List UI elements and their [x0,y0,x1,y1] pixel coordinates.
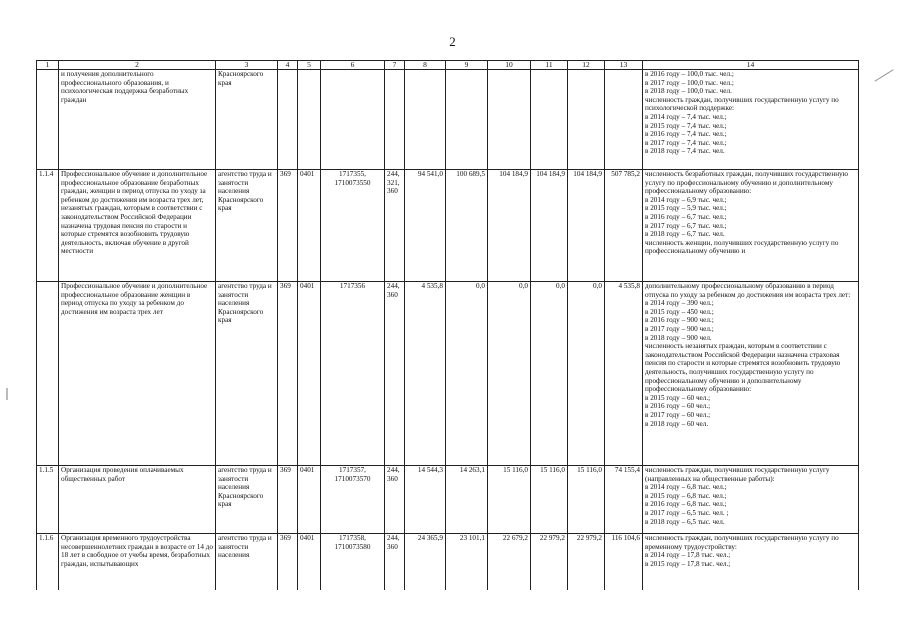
amount-cell [531,70,568,170]
grbs-code: 369 [278,534,298,594]
target-article-code: 1717357, 1710073570 [321,466,385,534]
section-code [298,70,321,170]
section-code: 0401 [298,170,321,282]
table-row [37,534,859,594]
column-number: 10 [488,61,531,70]
amount-cell: 0,0 [531,282,568,466]
expected-result: численность граждан, получивших государственную услугу по временному трудоустройству: в 2014 году – 17,8 тыс. чел.; в 2015 году – 17,8 тыс. чел.; [643,534,859,594]
target-article-code: 1717356 [321,282,385,466]
row-id [37,282,59,466]
column-number-row [37,61,859,70]
responsible-agency: агентство труда и занятости населения Красноярского края [216,282,278,466]
target-article-code: 1717355, 1710073550 [321,170,385,282]
expense-type-code: 244, 360 [385,466,405,534]
expense-type-code: 244, 321, 360 [385,170,405,282]
amount-cell: 23 101,1 [446,534,488,594]
grbs-code: 369 [278,170,298,282]
responsible-agency: Красноярского края [216,70,278,170]
table-row [37,466,859,534]
amount-cell: 0,0 [446,282,488,466]
amount-cell: 0,0 [568,282,605,466]
target-article-code [321,70,385,170]
column-number: 2 [59,61,216,70]
expense-type-code: 244, 360 [385,534,405,594]
amount-cell: 22 979,2 [568,534,605,594]
activity-name: Организация проведения оплачиваемых общественных работ [59,466,216,534]
amount-cell: 15 116,0 [531,466,568,534]
table-row [37,282,859,466]
amount-cell: 14 544,3 [405,466,446,534]
row-id: 1.1.4 [37,170,59,282]
amount-cell [405,70,446,170]
activity-name: Профессиональное обучение и дополнительное профессиональное образование женщин в период отпуска по уходу за ребенком до достижения им возраста трех лет [59,282,216,466]
column-number: 14 [643,61,859,70]
amount-cell: 0,0 [488,282,531,466]
total-cell: 507 785,2 [605,170,643,282]
column-number: 9 [446,61,488,70]
column-number: 5 [298,61,321,70]
expected-result: численность безработных граждан, получивших государственную услугу по профессиональному обучению и дополнительному профессиональному образованию: в 2014 году – 6,9 тыс. чел.; в 2015 году – 5,9 тыс. чел.; в 2016 году – 6,7 тыс. чел.; в 2017 году – 6,7 тыс. чел.; в 2018 году – 6,7 тыс. чел. численность женщин, получивших государственную услугу по профессиональному обучению и [643,170,859,282]
section-code: 0401 [298,282,321,466]
activity-name: Организация временного трудоустройства несовершеннолетних граждан в возрасте от 14 до 18 лет в свободное от учебы время, безработных граждан, испытывающих [59,534,216,594]
table-row [37,70,859,170]
scan-mark [874,69,893,82]
amount-cell: 14 263,1 [446,466,488,534]
column-number: 13 [605,61,643,70]
total-cell: 74 155,4 [605,466,643,534]
amount-cell: 24 365,9 [405,534,446,594]
section-code: 0401 [298,534,321,594]
amount-cell: 104 184,9 [531,170,568,282]
column-number: 4 [278,61,298,70]
amount-cell [568,70,605,170]
amount-cell: 15 116,0 [488,466,531,534]
responsible-agency: агентство труда и занятости населения Красноярского края [216,170,278,282]
amount-cell: 104 184,9 [568,170,605,282]
responsible-agency: агентство труда и занятости населения [216,534,278,594]
amount-cell: 22 979,2 [531,534,568,594]
amount-cell: 15 116,0 [568,466,605,534]
activity-name: и получения дополнительного профессионального образования, и психологическая поддержка безработных граждан [59,70,216,170]
expected-result: дополнительному профессиональному образованию в период отпуска по уходу за ребенком до достижения им возраста трех лет: в 2014 году – 390 чел.; в 2015 году – 450 чел.; в 2016 году – 900 чел.; в 2017 году – 900 чел.; в 2018 году – 900 чел. численность незанятых граждан, которым в соответствии с законодательством Российской Федерации назначена страховая пенсия по старости и которые стремятся возобновить трудовую деятельность, получивших государственную услугу по профессиональному обучению и дополнительному профессиональному образованию: в 2015 году – 60 чел.; в 2016 году – 60 чел.; в 2017 году – 60 чел.; в 2018 году – 60 чел. [643,282,859,466]
table-row [37,170,859,282]
column-number: 12 [568,61,605,70]
scan-mark [6,388,8,400]
activity-name: Профессиональное обучение и дополнительное профессиональное образование безработных граждан, женщин в период отпуска по уходу за ребенком до достижения им возраста трех лет, незанятых граждан, которым в соответствии с законодательством Российской Федерации назначена трудовая пенсия по старости и которые стремятся возобновить трудовую деятельность, включая обучение в другой местности [59,170,216,282]
program-table [36,60,859,594]
column-number: 6 [321,61,385,70]
row-id [37,70,59,170]
column-number: 3 [216,61,278,70]
grbs-code: 369 [278,282,298,466]
responsible-agency: агентство труда и занятости населения Красноярского края [216,466,278,534]
amount-cell: 4 535,8 [405,282,446,466]
page-number: 2 [449,34,456,49]
row-id: 1.1.5 [37,466,59,534]
target-article-code: 1717358, 1710073580 [321,534,385,594]
column-number: 8 [405,61,446,70]
section-code: 0401 [298,466,321,534]
grbs-code [278,70,298,170]
amount-cell: 104 184,9 [488,170,531,282]
amount-cell: 100 689,5 [446,170,488,282]
total-cell [605,70,643,170]
grbs-code: 369 [278,466,298,534]
column-number: 7 [385,61,405,70]
amount-cell: 94 541,0 [405,170,446,282]
amount-cell: 22 679,2 [488,534,531,594]
total-cell: 116 104,6 [605,534,643,594]
amount-cell [446,70,488,170]
page-bottom-margin [0,590,905,640]
row-id: 1.1.6 [37,534,59,594]
expected-result: в 2016 году – 100,0 тыс. чел.; в 2017 году – 100,0 тыс. чел.; в 2018 году – 100,0 тыс. чел. численность граждан, получивших государственную услугу по психологической поддержке: в 2014 году – 7,4 тыс. чел.; в 2015 году – 7,4 тыс. чел.; в 2016 году – 7,4 тыс. чел.; в 2017 году – 7,4 тыс. чел.; в 2018 году – 7,4 тыс. чел. [643,70,859,170]
total-cell: 4 535,8 [605,282,643,466]
expense-type-code: 244, 360 [385,282,405,466]
amount-cell [488,70,531,170]
expected-result: численность граждан, получивших государственную услугу (направленных на общественные работы): в 2014 году – 6,8 тыс. чел.; в 2015 году – 6,8 тыс. чел.; в 2016 году – 6,8 тыс. чел.; в 2017 году – 6,5 тыс. чел. ; в 2018 году – 6,5 тыс. чел. [643,466,859,534]
column-number: 1 [37,61,59,70]
expense-type-code [385,70,405,170]
column-number: 11 [531,61,568,70]
